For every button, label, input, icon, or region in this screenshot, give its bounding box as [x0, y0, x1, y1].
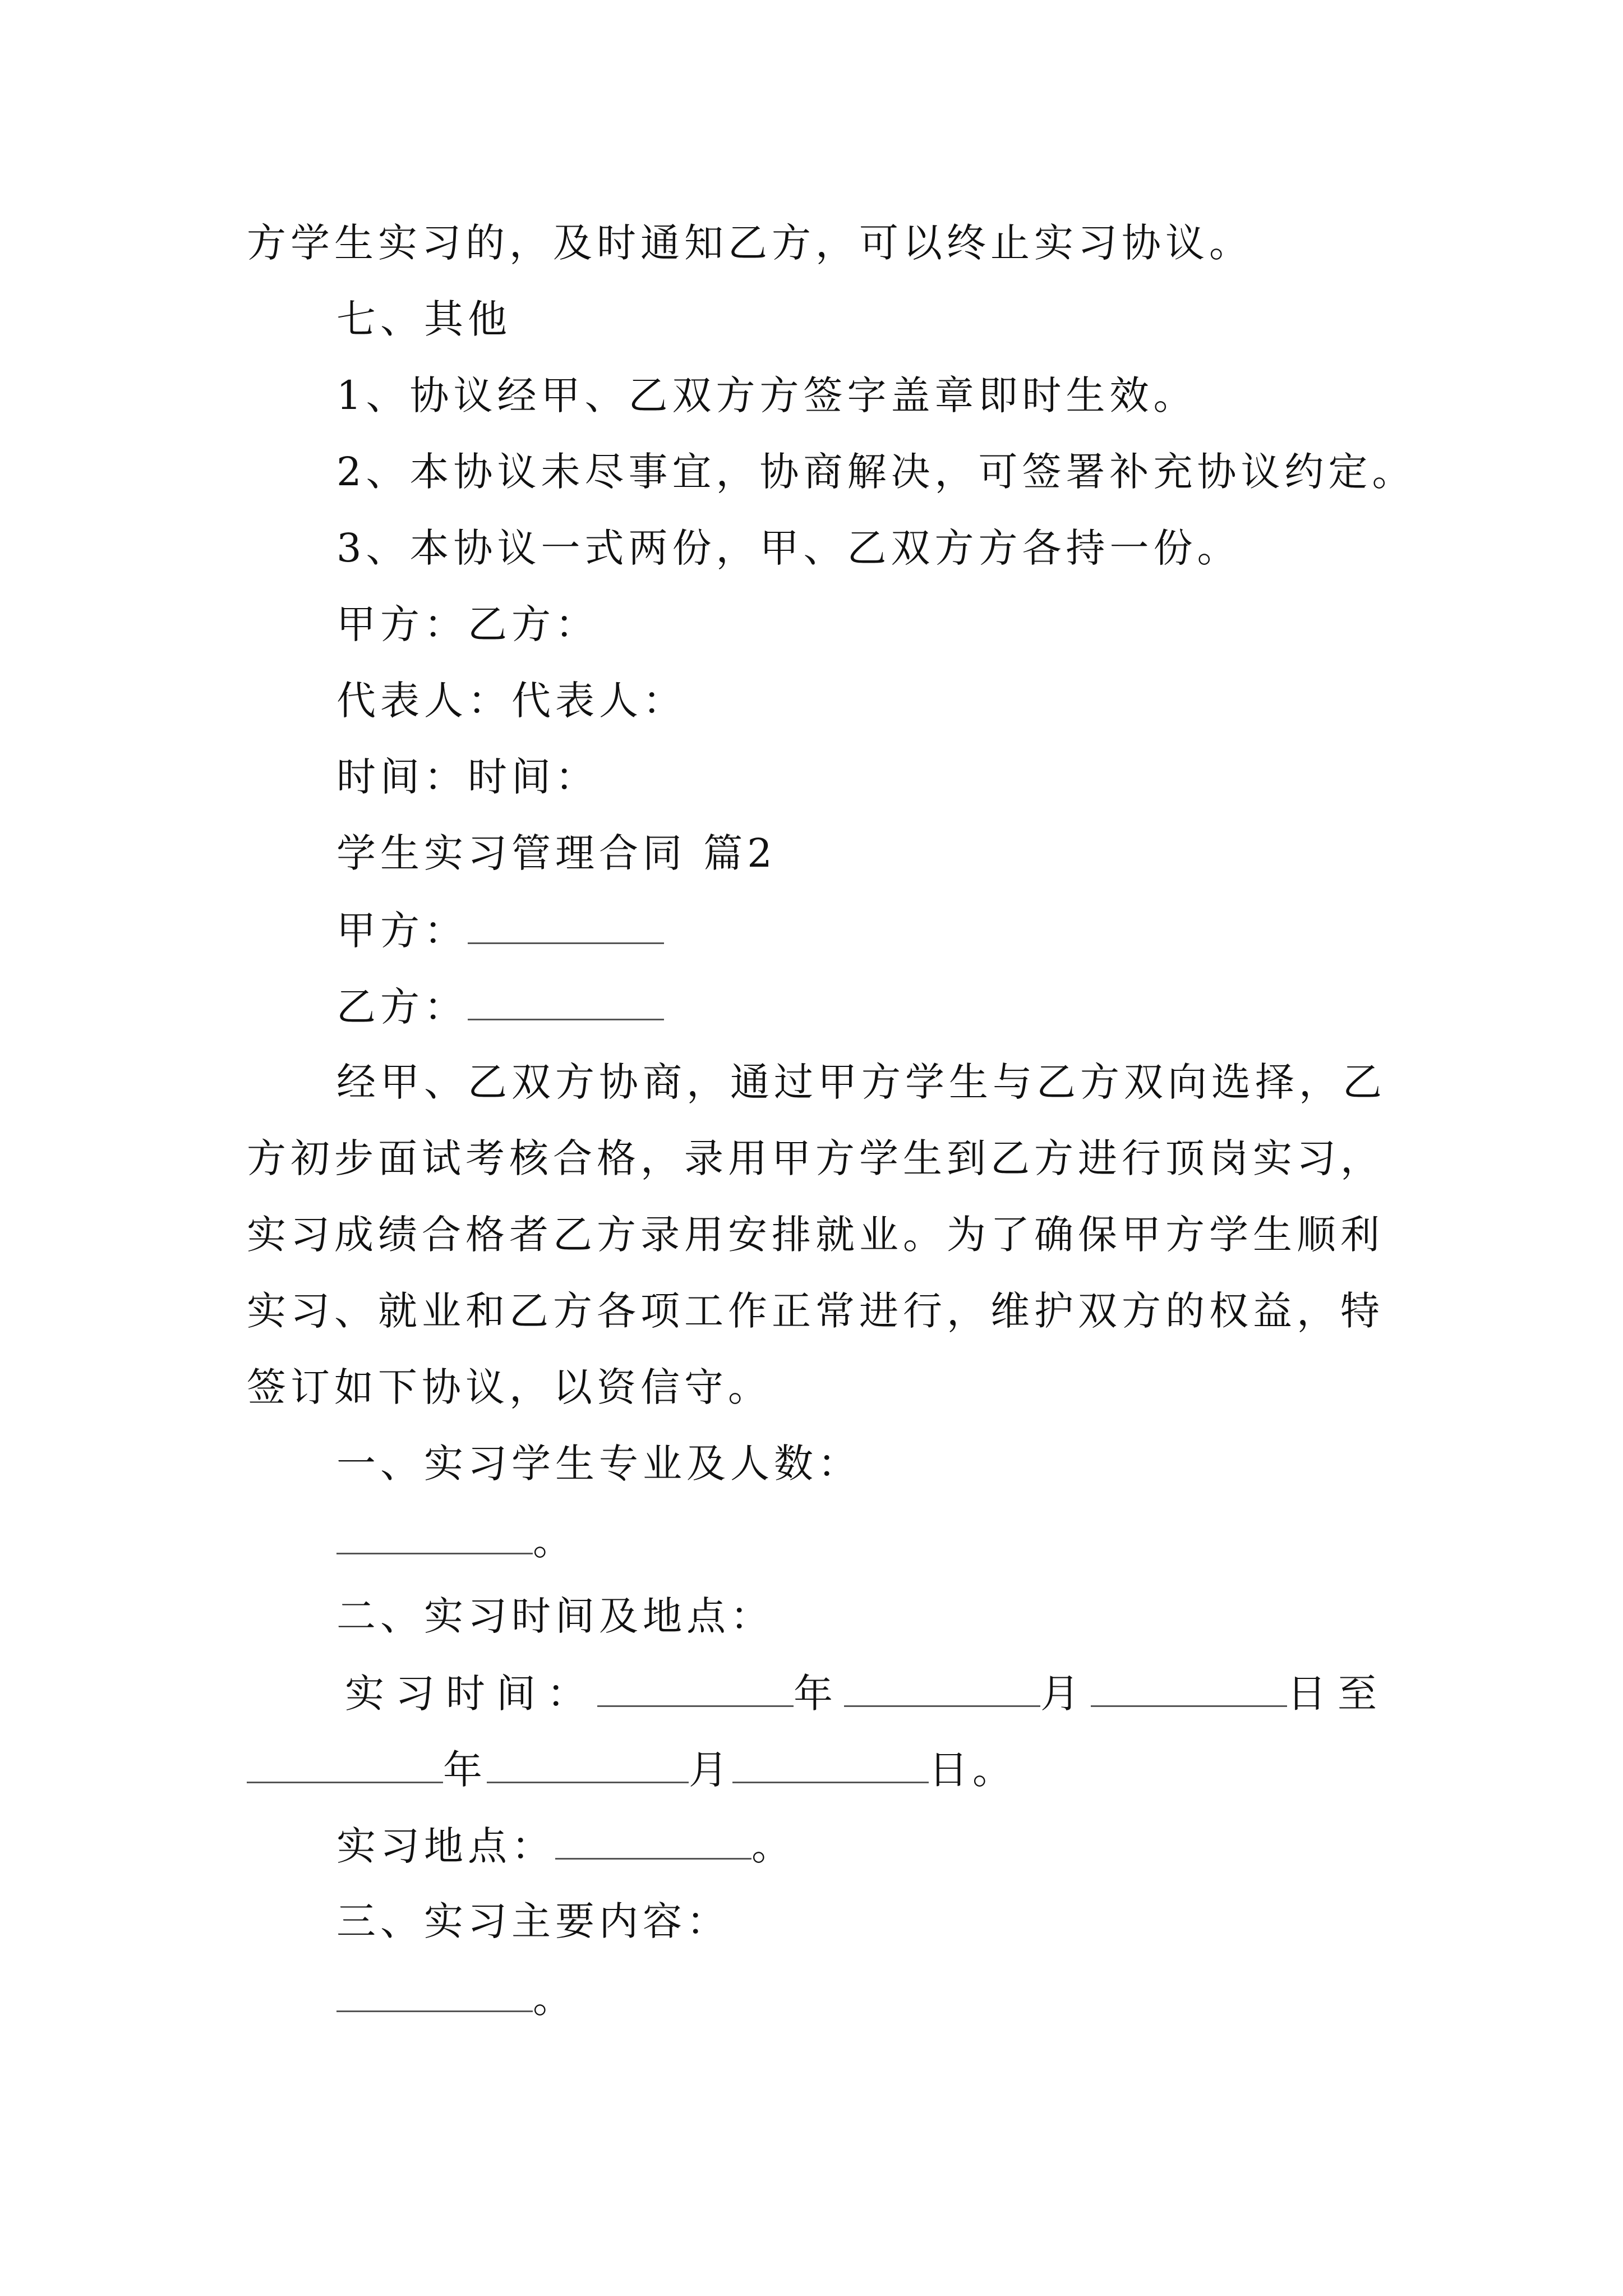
section-heading-other: 七、其他	[336, 296, 511, 342]
start-day-blank	[1091, 1673, 1287, 1707]
party-b-blank	[468, 986, 664, 1020]
content-line	[336, 1976, 577, 2022]
location-label: 实习地点：	[336, 1823, 555, 1869]
content-blank	[336, 1978, 533, 2012]
text-line: 方学生实习的，及时通知乙方，可以终止实习协议。	[247, 220, 1253, 266]
start-year-blank	[597, 1673, 794, 1707]
major-count-line	[336, 1518, 577, 1564]
signature-representatives: 代表人：代表人：	[336, 678, 686, 724]
paragraph-line: 经甲、乙双方协商，通过甲方学生与乙方双向选择，乙	[336, 1059, 1386, 1105]
day-to-label: 日至	[1287, 1671, 1388, 1717]
period: 。	[533, 1518, 577, 1564]
start-month-blank	[844, 1673, 1040, 1707]
year-label: 年	[794, 1671, 844, 1717]
clause-1: 1、协议经甲、乙双方方签字盖章即时生效。	[336, 372, 1197, 418]
period: 。	[533, 1976, 577, 2022]
clause-3: 3、本协议一式两份，甲、乙双方方各持一份。	[336, 525, 1241, 571]
paragraph-line: 方初步面试考核合格，录用甲方学生到乙方进行顶岗实习，	[247, 1135, 1384, 1181]
year-label: 年	[443, 1747, 487, 1793]
party-b-line	[336, 984, 664, 1030]
end-year-blank	[247, 1749, 443, 1783]
internship-end-line	[247, 1747, 1016, 1793]
party-a-line	[336, 908, 664, 954]
internship-time-line	[345, 1671, 1388, 1717]
month-label: 月	[689, 1747, 732, 1793]
paragraph-line: 实习成绩合格者乙方录用安排就业。为了确保甲方学生顺利	[247, 1212, 1384, 1258]
party-b-label: 乙方：	[336, 984, 468, 1030]
end-day-blank	[732, 1749, 929, 1783]
location-blank	[555, 1825, 751, 1860]
end-month-blank	[487, 1749, 689, 1783]
month-label: 月	[1040, 1671, 1091, 1717]
day-end-label: 日。	[929, 1747, 1016, 1793]
section-heading-1: 一、实习学生专业及人数：	[336, 1441, 861, 1487]
major-count-blank	[336, 1520, 533, 1554]
paragraph-line: 实习、就业和乙方各项工作正常进行，维护双方的权益，特	[247, 1288, 1384, 1334]
section-heading-2: 二、实习时间及地点：	[336, 1593, 774, 1639]
party-a-label: 甲方：	[336, 908, 468, 954]
signature-dates: 时间：时间：	[336, 754, 599, 800]
contract-title: 学生实习管理合同 篇2	[336, 830, 777, 876]
party-a-blank	[468, 910, 664, 944]
section-heading-3: 三、实习主要内容：	[336, 1898, 730, 1944]
signature-parties: 甲方：乙方：	[336, 601, 599, 647]
internship-location-line	[336, 1823, 795, 1869]
paragraph-line: 签订如下协议，以资信守。	[247, 1364, 772, 1410]
time-label: 实习时间：	[345, 1671, 597, 1717]
period: 。	[751, 1823, 795, 1869]
clause-2: 2、本协议未尽事宜，协商解决，可签署补充协议约定。	[336, 449, 1416, 495]
